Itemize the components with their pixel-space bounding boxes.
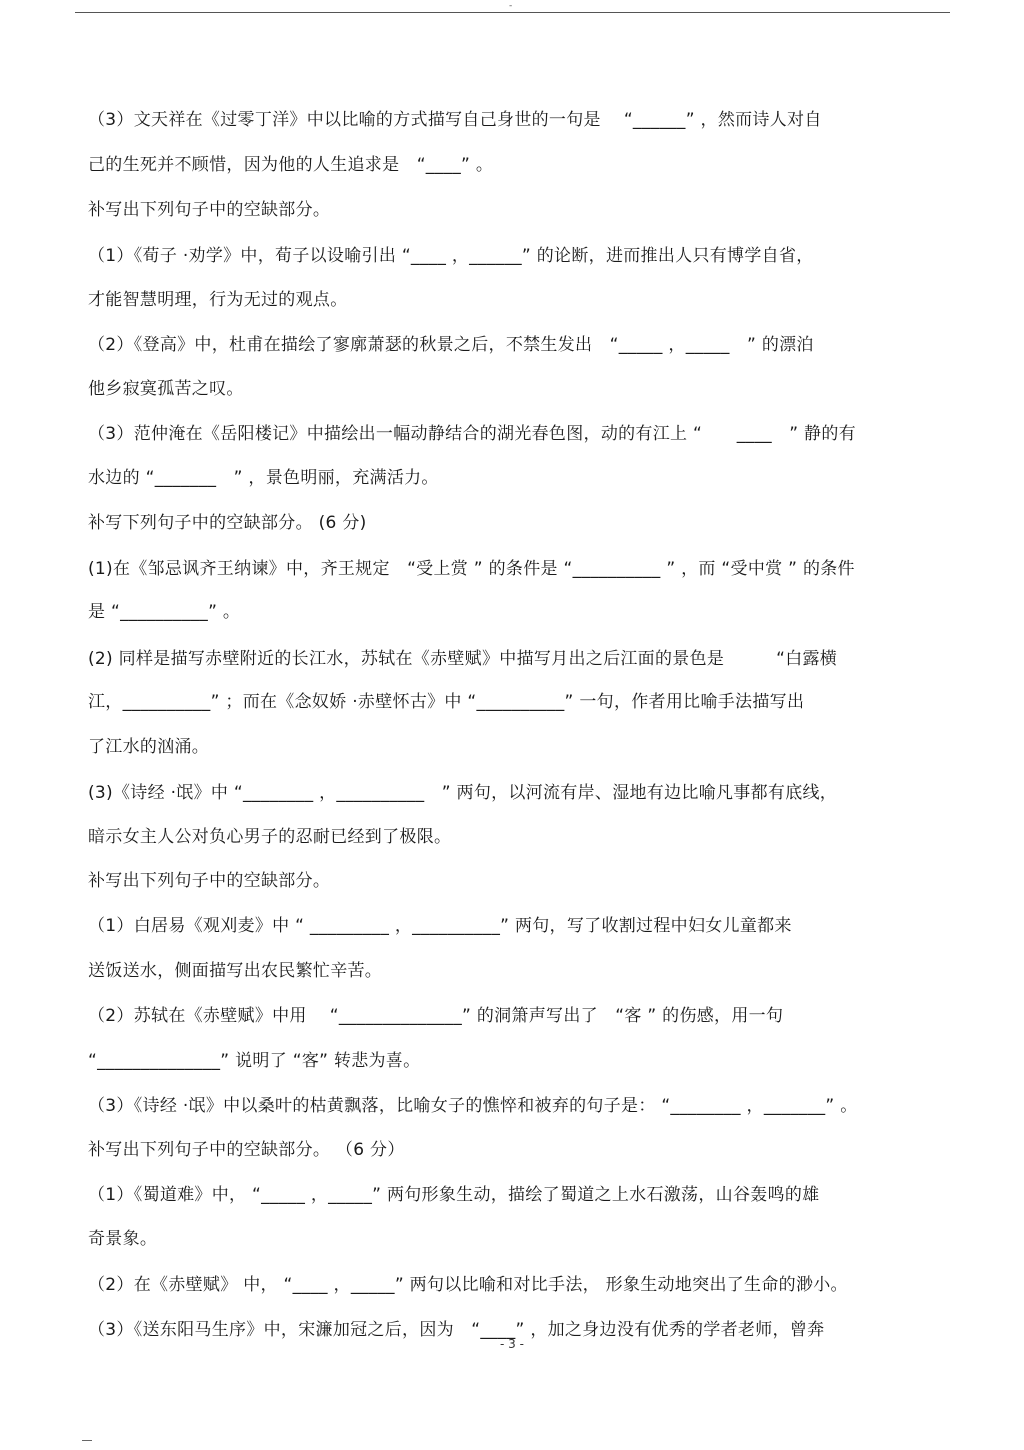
text-line: （1）《蜀道难》中， “_____ ，_____” 两句形象生动，描绘了蜀道之上水石激荡，山谷轰鸣的雄 xyxy=(88,1185,820,1205)
text-line: 奇景象。 xyxy=(88,1229,158,1249)
corner-mark xyxy=(82,1440,92,1441)
text-line: （3）范仲淹在《岳阳楼记》中描绘出一幅动静结合的湖光春色图，动的有江上 “ ____ ” 静的有 xyxy=(88,424,856,444)
text-line: (3)《诗经 ·氓》中 “________ ，__________ ” 两句，以河流有岸、湿地有边比喻凡事都有底线， xyxy=(88,783,838,803)
text-line: 送饭送水，侧面描写出农民繁忙辛苦。 xyxy=(88,961,383,981)
text-line: 暗示女主人公对负心男子的忍耐已经到了极限。 xyxy=(88,827,452,847)
text-line: 才能智慧明理，行为无过的观点。 xyxy=(88,290,348,310)
section-heading: 补写出下列句子中的空缺部分。 xyxy=(88,200,331,220)
section-heading: 补写下列句子中的空缺部分。 (6 分) xyxy=(88,513,367,533)
text-line: （3）文天祥在《过零丁洋》中以比喻的方式描写自己身世的一句是 “______” ，然而诗人对自 xyxy=(88,110,822,130)
text-line: (1)在《邹忌讽齐王纳谏》中，齐王规定 “受上赏 ” 的条件是 “__________ ” ，而 “受中赏 ” 的条件 xyxy=(88,559,855,579)
text-line: 了江水的汹涌。 xyxy=(88,737,210,757)
page-number: - 3 - xyxy=(500,1337,524,1351)
text-line: 江，__________” ；而在《念奴娇 ·赤壁怀古》中 “__________” 一句，作者用比喻手法描写出 xyxy=(88,692,805,712)
text-line: 他乡寂寞孤苦之叹。 xyxy=(88,379,244,399)
text-line: 是 “__________” 。 xyxy=(88,602,241,622)
text-line: （2）《登高》中，杜甫在描绘了寥廓萧瑟的秋景之后，不禁生发出 “_____ ，_____ ” 的漂泊 xyxy=(88,335,814,355)
section-heading: 补写出下列句子中的空缺部分。 （6 分） xyxy=(88,1140,405,1160)
text-line: “______________” 说明了 “客” 转悲为喜。 xyxy=(88,1051,421,1071)
text-line: 水边的 “_______ ” ，景色明丽，充满活力。 xyxy=(88,468,439,488)
text-line: （2）苏轼在《赤壁赋》中用 “______________” 的洞箫声写出了 “客 ” 的伤感，用一句 xyxy=(88,1006,784,1026)
text-line: （1）《荀子 ·劝学》中，荀子以设喻引出 “____ ，______” 的论断，进而推出人只有博学自省， xyxy=(88,246,814,266)
text-line: (2) 同样是描写赤壁附近的长江水，苏轼在《赤壁赋》中描写月出之后江面的景色是 “白露横 xyxy=(88,649,838,669)
text-line: （2）在《赤壁赋》 中， “____ ，_____” 两句以比喻和对比手法， 形象生动地突出了生命的渺小。 xyxy=(88,1275,848,1295)
text-line: （1）白居易《观刈麦》中 “ _________ ，__________” 两句，写了收割过程中妇女儿童都来 xyxy=(88,916,792,936)
section-heading: 补写出下列句子中的空缺部分。 xyxy=(88,871,331,891)
text-line: 己的生死并不顾惜，因为他的人生追求是 “____” 。 xyxy=(88,155,494,175)
text-line: （3）《送东阳马生序》中，宋濂加冠之后，因为 “____” ，加之身边没有优秀的学者老师，曾奔 xyxy=(88,1320,825,1340)
header-dot: - xyxy=(509,1,513,11)
header-rule xyxy=(75,12,950,13)
text-line: （3）《诗经 ·氓》中以桑叶的枯黄飘落，比喻女子的憔悴和被弃的句子是： “________ ，_______” 。 xyxy=(88,1096,858,1116)
